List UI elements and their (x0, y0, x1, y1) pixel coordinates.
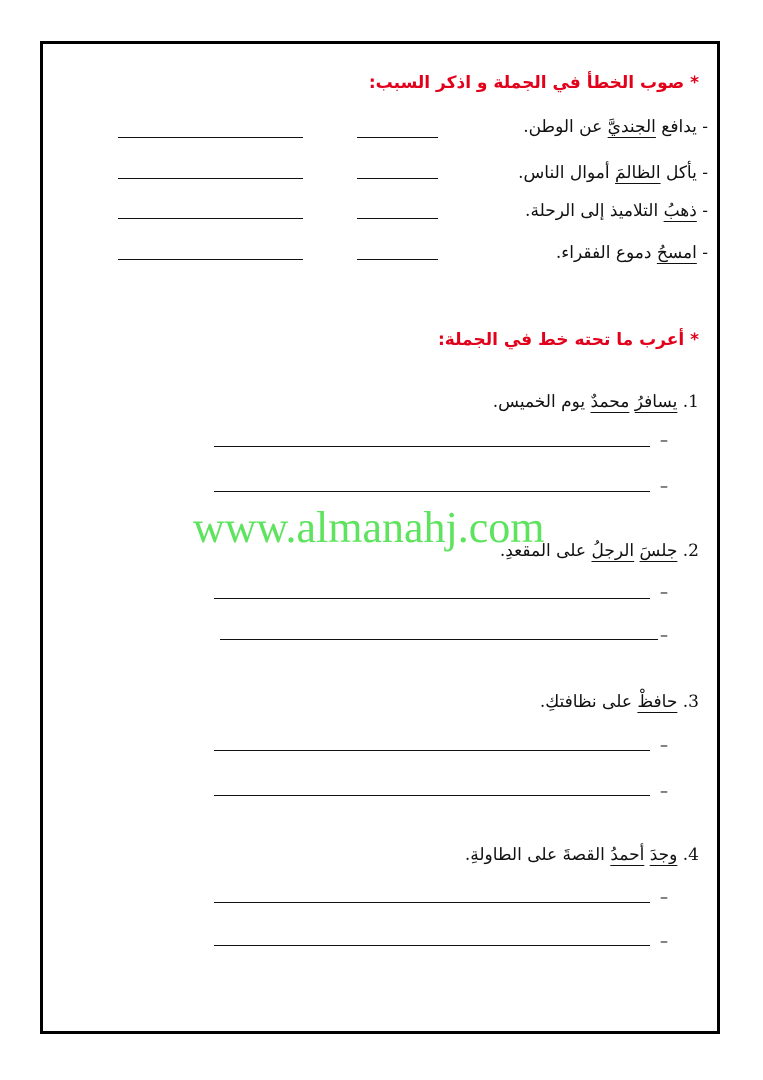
parse-sentence-2: 2. جلسَ الرجلُ على المقعدِ. (499, 541, 699, 561)
parse-answer-line-3a[interactable] (214, 750, 650, 751)
parse-answer-line-4a[interactable] (214, 902, 650, 903)
answer-dash: – (660, 430, 668, 449)
parse-answer-line-1a[interactable] (214, 446, 650, 447)
parse-sentence-1: 1. يسافرُ محمدٌ يوم الخميس. (492, 392, 699, 412)
reason-answer-line-4[interactable] (118, 259, 303, 260)
section2-heading: * أعرب ما تحته خط في الجملة: (438, 330, 699, 350)
answer-dash: – (660, 582, 668, 601)
answer-dash: – (660, 781, 668, 800)
answer-dash: – (660, 931, 668, 950)
correction-answer-line-3[interactable] (357, 218, 438, 219)
parse-answer-line-1b[interactable] (214, 491, 650, 492)
parse-sentence-4: 4. وجدَ أحمدُ القصةَ على الطاولةِ. (464, 845, 699, 865)
correction-answer-line-4[interactable] (357, 259, 438, 260)
parse-answer-line-2b[interactable] (220, 639, 658, 640)
answer-dash: – (660, 476, 668, 495)
parse-answer-line-3b[interactable] (214, 795, 650, 796)
correction-sentence-4: - امسحُ دموع الفقراء. (555, 243, 708, 263)
parse-answer-line-4b[interactable] (214, 945, 650, 946)
reason-answer-line-3[interactable] (118, 218, 303, 219)
answer-dash: – (660, 625, 668, 644)
correction-answer-line-1[interactable] (357, 137, 438, 138)
answer-dash: – (660, 735, 668, 754)
correction-answer-line-2[interactable] (357, 178, 438, 179)
reason-answer-line-1[interactable] (118, 137, 303, 138)
parse-sentence-3: 3. حافظْ على نظافتكِ. (539, 692, 699, 712)
correction-sentence-2: - يأكل الظالمَ أموال الناس. (518, 163, 708, 183)
answer-dash: – (660, 887, 668, 906)
watermark: www.almanahj.com (193, 503, 545, 552)
section1-heading: * صوب الخطأ في الجملة و اذكر السبب: (368, 73, 699, 93)
reason-answer-line-2[interactable] (118, 178, 303, 179)
parse-answer-line-2a[interactable] (214, 598, 650, 599)
correction-sentence-3: - ذهبُ التلاميذ إلى الرحلة. (525, 201, 708, 221)
correction-sentence-1: - يدافع الجنديَّ عن الوطن. (523, 117, 708, 137)
